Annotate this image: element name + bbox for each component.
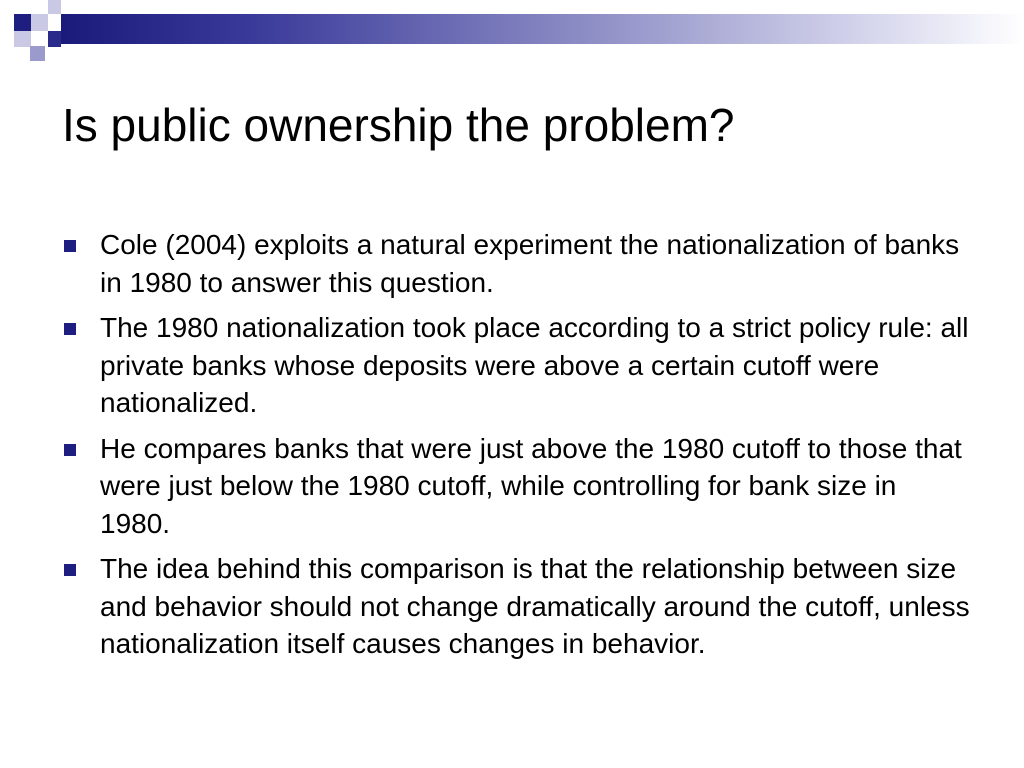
square-bullet-icon <box>64 323 76 335</box>
square-bullet-icon <box>64 444 76 456</box>
square-bullet-icon <box>64 240 76 252</box>
decorative-square <box>31 14 48 31</box>
bullet-text: Cole (2004) exploits a natural experiment the nationalization of banks in 1980 to answer this question. <box>100 229 960 298</box>
bullet-text: He compares banks that were just above the 1980 cutoff to those that were just below the 1980 cutoff, while controlling for bank size in 1980. <box>100 432 962 539</box>
bullet-text: The 1980 nationalization took place according to a strict policy rule: all private banks whose deposits were above a certain cutoff were nationalized. <box>100 312 969 418</box>
decorative-square <box>48 0 61 14</box>
bullet-list <box>62 226 972 671</box>
decorative-square <box>48 31 61 47</box>
decorative-square <box>14 31 31 47</box>
decorative-square <box>30 46 45 61</box>
header-gradient-bar <box>60 14 1024 44</box>
bullet-item <box>62 550 972 663</box>
bullet-item <box>62 430 972 543</box>
decorative-square <box>31 31 48 47</box>
slide-title: Is public ownership the problem? <box>62 99 735 151</box>
decorative-square <box>14 14 31 31</box>
bullet-item <box>62 309 972 422</box>
bullet-text: The idea behind this comparison is that the relationship between size and behavior should not change dramatically around the cutoff, unless nationalization itself causes changes in behavior. <box>100 553 970 659</box>
bullet-item <box>62 226 972 301</box>
square-bullet-icon <box>64 564 76 576</box>
decorative-square <box>48 14 61 31</box>
